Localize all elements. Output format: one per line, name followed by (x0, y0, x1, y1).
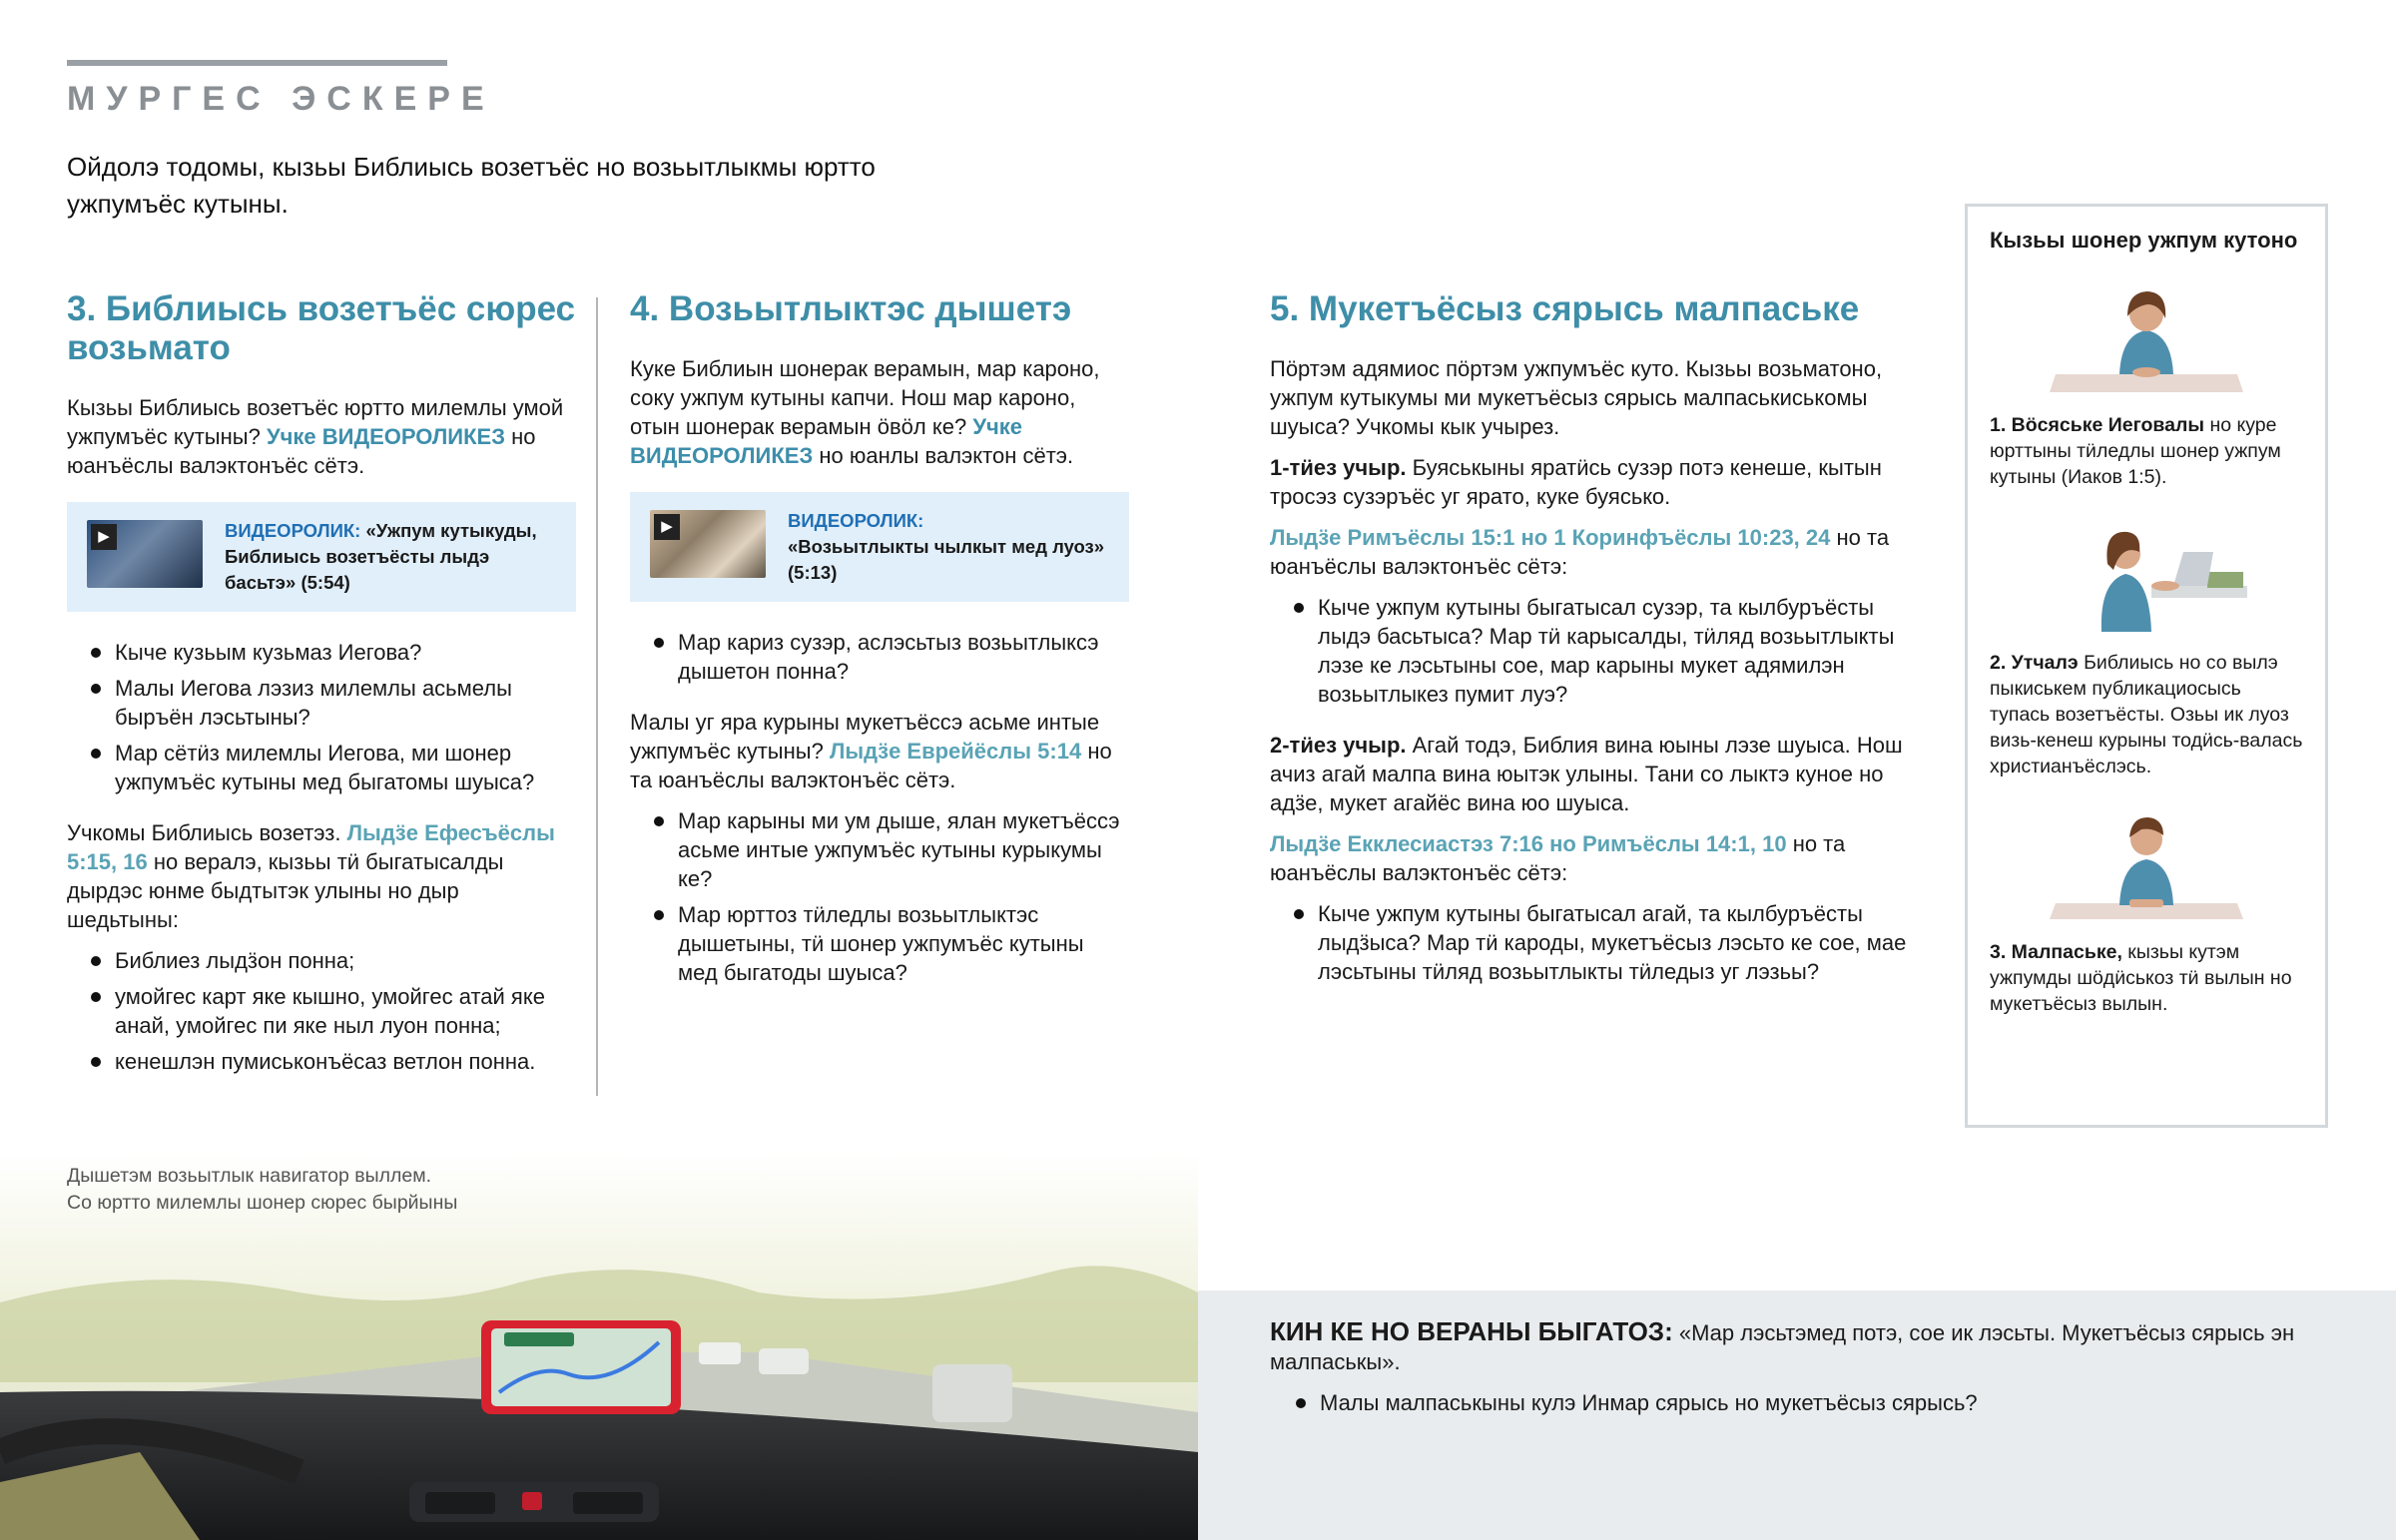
step-2-text (1990, 650, 2303, 779)
step-3-body: кызьы кутэм ужпумды шӧдӥськоз тӥ вылын но мукетъёсыз вылын. (1990, 941, 2292, 1015)
case-1-text: Буяськыны яратӥсь сузэр потэ кенеше, кытын тросэз сузэръёс уг ярато, куке буяськo. (1270, 455, 1882, 509)
step-2-body: Библиысь но со вылэ пыкиськем публикациосысь тупась возетъёсты. Озьы ик луоз визь-кенеш курыны тодӥсь-валась христианъёслэсь. (1990, 652, 2303, 777)
col2-question-list (654, 628, 1129, 686)
col1-heading: 3. Библиысь возетъёс сюрес возьмато (67, 289, 576, 367)
list-item: умойгес карт яке кышно, умойгес атай яке анай, умойгес пи яке ныл луон понна; (91, 982, 576, 1040)
video-label: ВИДЕОРОЛИК: (788, 510, 924, 531)
col2-p2-tail: но та юанъёслы валэктонъёс сётэ. (630, 739, 1112, 792)
col1-p2-tail: но вералэ, кызьы тӥ быгатысалды дырдэс юнме быдтытэк улыны но дыр шедьтыны: (67, 849, 504, 932)
step-1-text (1990, 412, 2303, 490)
col2-heading: 4. Возьытлыктэс дышетэ (630, 289, 1072, 328)
list-item: Малы Иегова лэзиз милемлы асьмелы быръён лэсьтыны? (91, 674, 576, 732)
section-title: МУРГЕС ЭСКЕРЕ (67, 80, 495, 118)
step-1-label: 1. Вӧсяське Иеговалы (1990, 414, 2205, 436)
column-3 (67, 289, 576, 1098)
objection-text (1270, 1317, 2324, 1376)
step-consider (1990, 801, 2303, 1017)
video-label: ВИДЕОРОЛИК: (225, 520, 361, 541)
video-duration: (5:13) (788, 562, 838, 583)
sidebar-title: Кызьы шонер ужпум кутоно (1990, 228, 2298, 253)
page-header (67, 60, 876, 223)
case-2-questions (1294, 899, 1909, 986)
list-item: Кыче кузьым кузьмаз Иегова? (91, 638, 576, 667)
objection-panel (1198, 1290, 2396, 1540)
step-3-label: 3. Малпаське, (1990, 941, 2122, 963)
col2-list-2 (654, 806, 1129, 987)
play-icon[interactable]: ▶ (91, 524, 117, 550)
col2-p1-tail: но юанлы валэктон сётэ. (819, 443, 1074, 468)
thinking-woman-illustration (2042, 801, 2251, 929)
col2-paragraph (630, 354, 1129, 470)
scripture-link[interactable]: Лыдӟе Екклесиастэз 7:16 но Римъёслы 14:1, 10 (1270, 831, 1787, 856)
case-2-ref-tail: но та юанъёслы валэктонъёс сётэ: (1270, 831, 1846, 885)
case-2-reference (1270, 829, 1909, 887)
col2-video-link[interactable]: Учке ВИДЕОРОЛИКЕЗ (630, 414, 1023, 468)
scripture-link[interactable]: Лыдӟе Еврейёслы 5:14 (829, 739, 1082, 764)
list-item: Малы малпаськыны кулэ Инмар сярысь но мукетъёсыз сярысь? (1296, 1388, 2324, 1417)
col1-p2-text: Учкомы Библиысь возетэз. (67, 820, 341, 845)
list-item: Кыче ужпум кутыны быгатысал агай, та кылбуръёсты лыдӟыса? Мар тӥ кароды, мукетъёсыз лэсьто ке сое, мае лэсьтыны тӥляд возьытлыкты тӥледыз уг лэзьы? (1294, 899, 1909, 986)
case-2 (1270, 731, 1909, 817)
objection-questions (1296, 1388, 2324, 1417)
col1-video-link[interactable]: Учке ВИДЕОРОЛИКЕЗ (266, 424, 505, 449)
researching-woman-illustration (2042, 512, 2251, 640)
col3-intro: Пӧртэм адямиос пӧртэм ужпумъёс куто. Кызьы возьматоно, ужпум кутыкумы ми мукетъёсыз сярысь малпаськиськомы шуыса? Учкомы кык учырез. (1270, 356, 1883, 439)
list-item: Кыче ужпум кутыны быгатысал сузэр, та кылбуръёсты лыдэ басьтыса? Мар тӥ карысалды, тӥляд возьытлыкты лэзе ке лэсьтыны сое, мар карыны мукет адямилэн возьытлыкез пумит луэ? (1294, 593, 1909, 709)
list-item: Мар кариз сузэр, аслэсьтыз возьытлыксэ дышетон понна? (654, 628, 1129, 686)
col1-p1-tail: но юанъёслы валэктонъёс сётэ. (67, 424, 536, 478)
column-divider (596, 297, 598, 1096)
praying-woman-illustration (2042, 274, 2251, 402)
col1-paragraph-2 (67, 818, 576, 934)
col2-paragraph-2 (630, 708, 1129, 794)
step-3-text (1990, 939, 2303, 1017)
video-duration: (5:54) (300, 572, 350, 593)
header-rule (67, 60, 447, 66)
col1-list-2 (91, 946, 576, 1076)
video-info (225, 518, 556, 596)
list-item: Мар карыны ми ум дыше, ялан мукетъёссэ асьме интые ужпумъёс кутыны курыкумы ке? (654, 806, 1129, 893)
video-info (788, 508, 1109, 586)
column-4 (630, 289, 1129, 1009)
video-title: «Возьытлыкты чылкыт мед луоз» (788, 536, 1104, 557)
col2-video-card[interactable] (630, 492, 1129, 602)
list-item: Мар юрттоз тӥледлы возьытлыктэс дышетыны, тӥ шонер ужпумъёс кутыны мед быгатоды шуыса? (654, 900, 1129, 987)
case-1-label: 1-тӥез учыр. (1270, 455, 1407, 480)
list-item: кенешлэн пумиськонъёсаз ветлон понна. (91, 1047, 576, 1076)
case-1 (1270, 453, 1909, 511)
col2-p1-text: Куке Библиын шонерак верамын, мар кароно, соку ужпум кутыны капчи. Нош мар кароно, отын шонерак верамын ӧвӧл ке? (630, 356, 1100, 439)
column-5 (1270, 289, 1909, 1008)
caption-line-2: Со юртто милемлы шонер сюрес бырйыны (67, 1192, 458, 1214)
decision-steps-sidebar (1965, 204, 2328, 1128)
step-2-label: 2. Утчалэ (1990, 652, 2079, 674)
photo-caption (67, 1163, 457, 1217)
intro-text: Ойдолэ тодомы, кызьы Библиысь возетъёс но возьытлыкмы юртто ужпумъёс кутыны. (67, 152, 876, 219)
step-1-body: но куре юрттыны тӥледлы шонер ужпум кутыны (Иаков 1:5). (1990, 414, 2281, 488)
case-1-questions (1294, 593, 1909, 709)
video-thumbnail[interactable] (650, 510, 766, 578)
col1-paragraph (67, 393, 576, 480)
step-pray (1990, 274, 2303, 490)
case-2-text: Агай тодэ, Библия вина юыны лэзе шуыса. Нош ачиз агай малпа вина юытэк улыны. Тани со лыктэ куное но адӟе, мукет агайёс вина юо шуыса. (1270, 733, 1903, 815)
col1-question-list (91, 638, 576, 796)
list-item: Библиез лыдӟон понна; (91, 946, 576, 975)
caption-line-1: Дышетэм возьытлык навигатор выллем. (67, 1165, 432, 1187)
col1-video-card[interactable] (67, 502, 576, 612)
scripture-link[interactable]: Лыдӟе Ефесъёслы 5:15, 16 (67, 820, 555, 874)
objection-title: КИН КЕ НО ВЕРАНЫ БЫГАТОЗ: (1270, 1316, 1673, 1346)
col3-heading: 5. Мукетъёсыз сярысь малпаське (1270, 289, 1860, 328)
case-1-ref-tail: но та юанъёслы валэктонъёс сётэ: (1270, 525, 1890, 579)
case-2-label: 2-тӥез учыр. (1270, 733, 1407, 758)
col1-p1-text: Кызьы Библиысь возетъёс юртто милемлы умой ужпумъёс кутыны? (67, 395, 564, 449)
case-1-reference (1270, 523, 1909, 581)
scripture-link[interactable]: Лыдӟе Римъёслы 15:1 но 1 Коринфъёслы 10:23, 24 (1270, 525, 1831, 550)
video-thumbnail[interactable] (87, 520, 203, 588)
step-research (1990, 512, 2303, 779)
objection-quote: «Мар лэсьтэмед потэ, сое ик лэсьты. Мукетъёсыз сярысь эн малпаськы». (1270, 1320, 2295, 1374)
video-title: «Ужпум кутыкуды, Библиысь возетъёсты лыдэ басьтэ» (225, 520, 537, 593)
list-item: Мар сётӥз милемлы Иегова, ми шонер ужпумъёс кутыны мед быгатомы шуыса? (91, 739, 576, 796)
col2-p2-text: Малы уг яра курыны мукетъёссэ асьме интые ужпумъёс кутыны? (630, 710, 1100, 764)
play-icon[interactable]: ▶ (654, 514, 680, 540)
